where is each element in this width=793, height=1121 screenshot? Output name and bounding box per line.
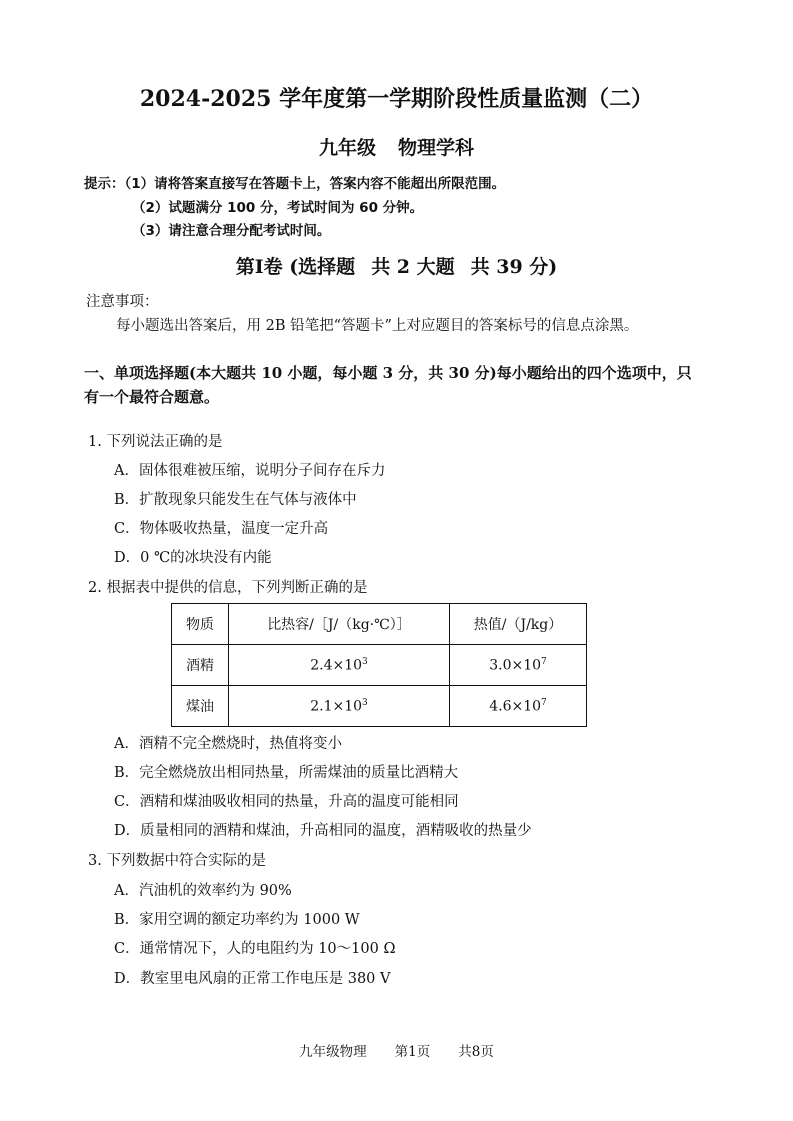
section-heading [0, 252, 793, 279]
value-base: 3.0×10 [489, 657, 542, 674]
grade-label: 九年级 [318, 137, 376, 159]
question-option: C．酒精和煤油吸收相同的热量，升高的温度可能相同 [114, 794, 459, 810]
question-option: C．通常情况下，人的电阻约为 10～100 Ω [114, 941, 396, 957]
part-one-heading-cont: 有一个最符合题意。 [84, 388, 220, 406]
question-stem: 1. 下列说法正确的是 [88, 434, 223, 450]
hint-label: 提示： [84, 176, 125, 192]
question-option: C．物体吸收热量，温度一定升高 [114, 521, 329, 537]
question-option: B．扩散现象只能发生在气体与液体中 [114, 492, 357, 508]
value-exponent: 7 [541, 656, 547, 667]
question-option: A．酒精不完全燃烧时，热值将变小 [114, 736, 342, 752]
section-score: 共 39 分) [470, 256, 558, 278]
section-volume: 第Ⅰ卷 (选择题 [235, 256, 356, 278]
value-base: 4.6×10 [489, 698, 542, 715]
table-row [172, 686, 587, 727]
table-header-cell: 物质 [172, 604, 229, 645]
table-cell [229, 645, 450, 686]
data-table [171, 603, 587, 727]
value-exponent: 3 [362, 697, 368, 708]
value-base: 2.4×10 [310, 657, 363, 674]
table-cell: 煤油 [172, 686, 229, 727]
notes-text: 每小题选出答案后，用 2B 铅笔把“答题卡”上对应题目的答案标号的信息点涂黑。 [116, 318, 639, 334]
value-base: 2.1×10 [310, 698, 363, 715]
subject-label: 物理学科 [398, 137, 475, 159]
section-count: 共 2 大题 [371, 256, 455, 278]
question-option: D．质量相同的酒精和煤油，升高相同的温度，酒精吸收的热量少 [114, 823, 532, 839]
hint-item: （3）请注意合理分配考试时间。 [132, 223, 331, 239]
question-option: D．0 ℃的冰块没有内能 [114, 550, 272, 566]
question-stem: 3. 下列数据中符合实际的是 [88, 853, 266, 869]
question-option: A．汽油机的效率约为 90% [114, 883, 292, 899]
part-one-heading: 一、单项选择题(本大题共 10 小题，每小题 3 分，共 30 分)每小题给出的四个选项中，只 [84, 364, 692, 382]
footer-page: 第1页 [394, 1044, 431, 1060]
subtitle [0, 133, 793, 160]
question-option: B．家用空调的额定功率约为 1000 W [114, 912, 360, 928]
table-cell [450, 686, 587, 727]
footer-subject: 九年级物理 [299, 1044, 367, 1060]
question-option: A．固体很难被压缩，说明分子间存在斥力 [114, 463, 386, 479]
table-row [172, 645, 587, 686]
table-header-row [172, 604, 587, 645]
table-header-cell: 热值/（J/kg） [450, 604, 587, 645]
table-header-cell: 比热容/［J/（kg·℃）］ [229, 604, 450, 645]
question-stem: 2. 根据表中提供的信息，下列判断正确的是 [88, 580, 368, 596]
question-option: D．教室里电风扇的正常工作电压是 380 V [114, 971, 391, 987]
hint-item: （2）试题满分 100 分，考试时间为 60 分钟。 [132, 200, 424, 216]
table-cell: 酒精 [172, 645, 229, 686]
question-option: B．完全燃烧放出相同热量，所需煤油的质量比酒精大 [114, 765, 459, 781]
hint-item: （1）请将答案直接写在答题卡上，答案内容不能超出所限范围。 [124, 176, 506, 192]
footer-total: 共8页 [458, 1044, 494, 1060]
hint-line-1 [84, 172, 505, 192]
value-exponent: 3 [362, 656, 368, 667]
page-footer [0, 1040, 793, 1060]
value-exponent: 7 [541, 697, 547, 708]
page-title: 2024-2025 学年度第一学期阶段性质量监测（二） [139, 86, 654, 112]
table-cell [229, 686, 450, 727]
table-cell [450, 645, 587, 686]
notes-heading: 注意事项： [86, 294, 159, 310]
